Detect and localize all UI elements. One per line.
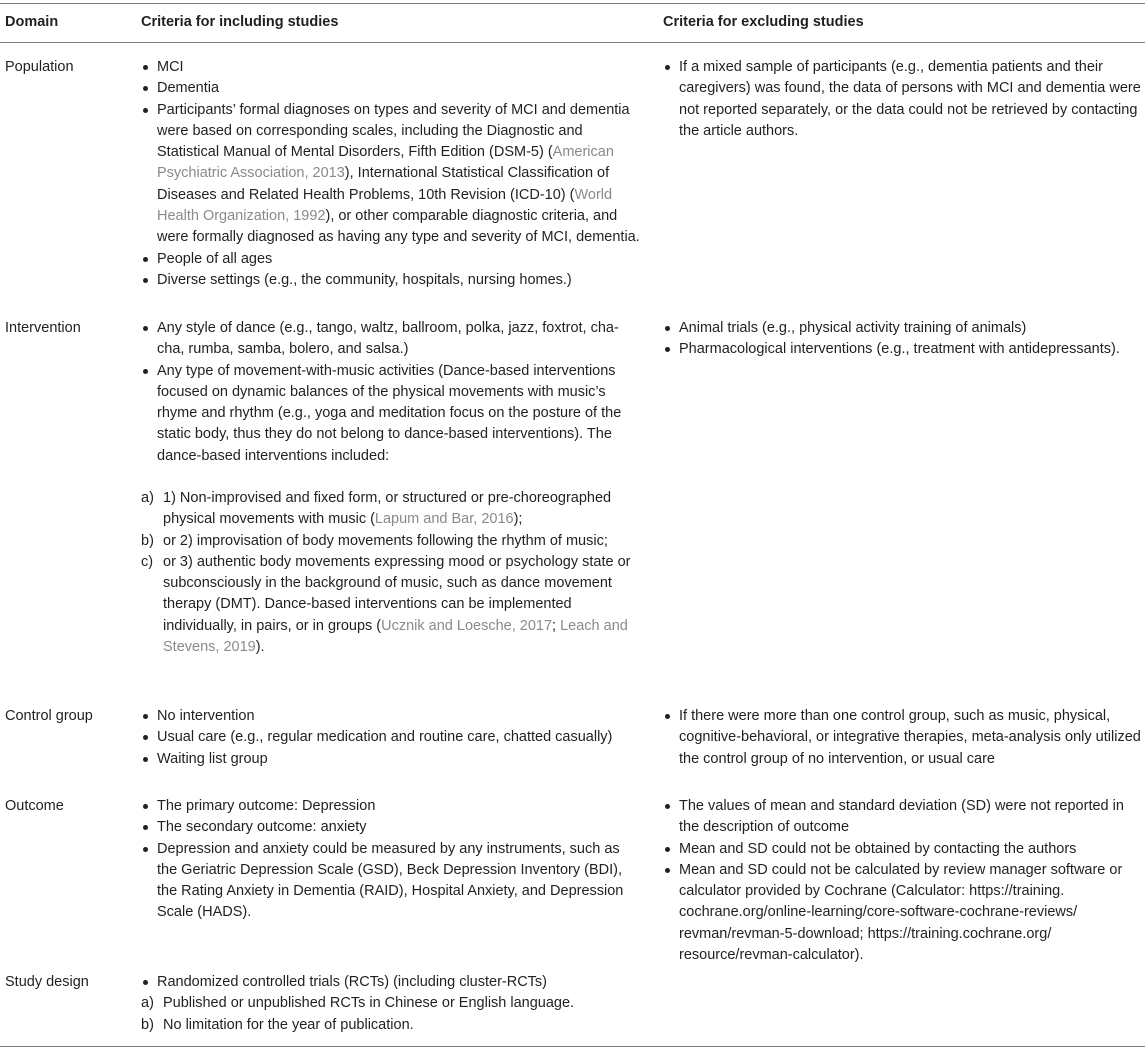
table-header-rule [0,42,1145,43]
item-text: Published or unpublished RCTs in Chinese or English language. [163,995,575,1012]
list-item [141,993,641,1014]
item-marker: a) [141,490,154,506]
list-item: Diverse settings (e.g., the community, hospitals, nursing homes.) [141,270,641,291]
list-item: Waiting list group [141,749,641,770]
list-item [141,1015,641,1036]
item-text: 1) Non-improvised and fixed form, or structured or pre-choreographed physical movements with music ( [163,490,612,528]
item-text: ). [255,639,265,656]
list-item: Any style of dance (e.g., tango, waltz, ballroom, polka, jazz, foxtrot, cha-cha, rumba, samba, bolero, and salsa.) [141,318,641,361]
row-domain-study-design: Study design [5,974,89,990]
row-domain-intervention: Intervention [5,320,81,336]
intervention-inclusion-list [141,318,641,467]
list-item: If there were more than one control group, such as music, physical, cognitive-behavioral, or integrative therapies, meta-analysis only utilized the control group of no intervention, or usual care [663,706,1143,770]
item-text: ; [552,617,561,634]
list-item: Randomized controlled trials (RCTs) (including cluster-RCTs) [141,972,641,993]
item-text: or 2) improvisation of body movements following the rhythm of music; [163,532,608,549]
list-item: The secondary outcome: anxiety [141,817,641,838]
header-exclusion: Criteria for excluding studies [663,14,864,30]
list-item: No intervention [141,706,641,727]
item-text: No limitation for the year of publication. [163,1016,414,1033]
row-domain-population: Population [5,59,74,75]
item-marker: c) [141,553,154,570]
item-text: ), or other comparable diagnostic criteria, and were formally diagnosed as having any type and severity of MCI, dementia. [157,208,640,246]
citation-link[interactable]: Lapum and Bar, 2016 [374,511,514,528]
row-domain-control-group: Control group [5,708,93,724]
list-item: The primary outcome: Depression [141,796,641,817]
item-marker: b) [141,532,154,549]
citation-link[interactable]: World Health Organization, 1992 [157,186,613,225]
design-inclusion-list [141,972,641,1036]
table-bottom-rule [0,1046,1145,1047]
item-marker: a) [141,995,154,1012]
row-domain-outcome: Outcome [5,798,64,814]
list-item [141,552,641,658]
list-item: Depression and anxiety could be measured by any instruments, such as the Geriatric Depression Scale (GSD), Beck Depression Inventory (BDI), the Rating Anxiety in Dementia (RAID), Hospital Anxiety, and Depression Scale (HADS). [141,839,641,924]
list-item: The values of mean and standard deviation (SD) were not reported in the description of outcome [663,796,1143,839]
table-top-rule [0,3,1145,4]
item-text: Participants’ formal diagnoses on types and severity of MCI and dementia were based on corresponding scales, including the Diagnostic and Statistical Manual of Mental Disorders, Fifth Edition (DSM-5) ( [157,101,630,161]
item-text: ), International Statistical Classification of Diseases and Related Health Problems, 10th Revision (ICD-10) ( [157,165,610,203]
intervention-exclusion-list [663,318,1143,361]
list-item: MCI [141,57,641,78]
item-marker: b) [141,1016,154,1033]
list-item: If a mixed sample of participants (e.g., dementia patients and their caregivers) was found, the data of persons with MCI and dementia were not reported separately, or the data could not be retrieved by contacting the article authors. [663,57,1143,142]
item-text: or 3) authentic body movements expressing mood or psychology state or subconsciously in the background of music, such as dance movement therapy (DMT). Dance-based interventions can be implemented individually, in pairs, or in groups ( [163,553,631,634]
list-item: People of all ages [141,249,641,270]
list-item: Mean and SD could not be obtained by contacting the authors [663,839,1143,860]
population-inclusion-list [141,57,641,291]
list-item: Pharmacological interventions (e.g., treatment with antidepressants). [663,339,1143,360]
list-item [141,531,641,552]
list-item [141,488,641,531]
population-exclusion-list [663,57,1143,142]
item-text: ); [513,511,523,528]
list-item: Mean and SD could not be calculated by review manager software or calculator provided by Cochrane (Calculator: https://training. cochrane.org/online-learning/core-software-cochrane-reviews/ revman/revman-5-download; https://training.cochrane.org/ resource/revman-calculator). [663,860,1143,966]
list-item: Animal trials (e.g., physical activity training of animals) [663,318,1143,339]
list-item: Any type of movement-with-music activities (Dance-based interventions focused on dynamic balances of the physical movements with music’s rhyme and rhythm (e.g., yoga and meditation focus on the posture of the static body, thus they do not belong to dance-based interventions). The dance-based interventions included: [141,361,641,467]
control-inclusion-list [141,706,641,770]
control-exclusion-list [663,706,1143,770]
list-item: Usual care (e.g., regular medication and routine care, chatted casually) [141,727,641,748]
outcome-exclusion-list [663,796,1143,966]
list-item: Dementia [141,78,641,99]
header-domain: Domain [5,14,59,30]
outcome-inclusion-list [141,796,641,924]
intervention-sublist [141,488,641,658]
citation-link[interactable]: American Psychiatric Association, 2013 [157,144,614,182]
header-inclusion: Criteria for including studies [141,14,339,30]
citation-link[interactable]: Ucznik and Loesche, 2017 [381,617,553,634]
list-item [141,100,641,249]
citation-link[interactable]: Leach and Stevens, 2019 [163,617,628,656]
